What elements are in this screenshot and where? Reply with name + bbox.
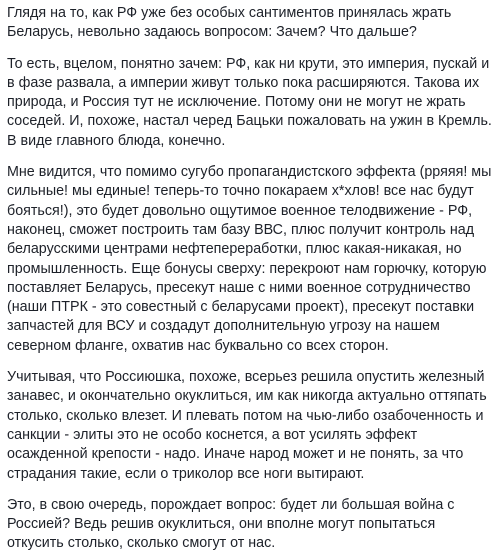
- text-line: Россией? Ведь решив окуклиться, они вполне могут попытаться: [7, 516, 436, 533]
- paragraph-2: [7, 55, 492, 151]
- text-line: Беларусь, невольно задаюсь вопросом: Зачем? Что дальше?: [7, 24, 417, 41]
- paragraph-5: [7, 496, 492, 554]
- text-line: санкции - элиты это не особо коснется, а вот усилять эффект: [7, 426, 418, 443]
- text-line: (наши ПТРК - это совестный с беларусами проект), пресекут поставки: [7, 299, 475, 316]
- paragraph-1: [7, 4, 492, 43]
- text-line: промышленность. Еще бонусы сверху: перекроют нам горючку, которую: [7, 260, 487, 277]
- text-line: занавес, и окончательно окуклиться, им как никогда актуально оттяпать: [7, 388, 487, 405]
- text-line: северном фланге, охватив нас буквально со всех сторон.: [7, 337, 389, 354]
- text-line: бояться!), это будет довольно ощутимое военное телодвижение - РФ,: [7, 202, 473, 219]
- text-line: страдания такие, если о триколор все ноги вытирают.: [7, 465, 365, 482]
- text-line: беларусскими центрами нефтепереработки, плюс какая-никакая, но: [7, 241, 462, 258]
- text-line: столько, сколько влезет. И плевать потом на чью-либо озабоченность и: [7, 407, 484, 424]
- text-line: В виде главного блюда, конечно.: [7, 132, 226, 149]
- text-line: Мне видится, что помимо сугубо пропагандистского эффекта (рряяя! мы: [7, 164, 492, 181]
- text-line: То есть, вцелом, понятно зачем: РФ, как ни крути, это империя, пускай и: [7, 55, 490, 72]
- text-line: Это, в свою очередь, порождает вопрос: будет ли большая война с: [7, 496, 455, 513]
- text-line: в фазе развала, а империи живут только пока расширяются. Такова их: [7, 74, 480, 91]
- text-line: откусить столько, сколько смогут от нас.: [7, 535, 276, 552]
- text-line: Глядя на то, как РФ уже без особых сантиментов принялась жрать: [7, 5, 452, 21]
- text-line: Учитывая, что Россиюшка, похоже, всерьез решила опустить железный: [7, 369, 485, 386]
- text-line: природа, и Россия тут не исключение. Потому они не могут не жрать: [7, 94, 466, 111]
- text-line: осажденной крепости - надо. Иначе народ может и не понять, за что: [7, 446, 464, 463]
- paragraph-3: [7, 163, 492, 356]
- text-line: сильные! мы единые! теперь-то точно покараем х*хлов! все нас будут: [7, 183, 474, 200]
- text-line: соседей. И, похоже, настал черед Бацьки пожаловать на ужин в Кремль.: [7, 113, 492, 130]
- text-line: поставляет Беларусь, пресекут наше с ними военное сотрудничество: [7, 279, 471, 296]
- text-line: запчастей для ВСУ и создадут дополнительную угрозу на нашем: [7, 318, 440, 335]
- text-line: наконец, сможет построить там базу ВВС, плюс получит контроль над: [7, 221, 475, 238]
- paragraph-4: [7, 368, 492, 484]
